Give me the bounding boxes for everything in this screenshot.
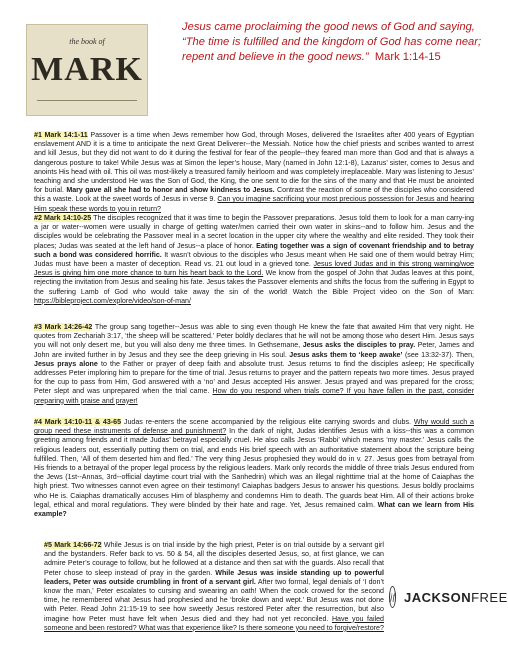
section-body: The group sang together--Jesus was able to sing even though He knew the fate that awaited Him that very night. He quotes from Zechariah 3:17, ‘the sheep will be scattered.’ Peter boldly declares that he will not be among those who desert Him. Jesus says you will not only desert me, but you will also deny me three times. In Gethsemane, [34,323,475,350]
section-emphasis: Jesus asks the disciples to pray. [302,341,416,350]
section-emphasis-3: Jesus prays alone [34,359,98,368]
section-body-tail: We know from the gospel of John that Judas leaves at this point, rejecting the invitation from Jesus and sealing his fate. Jesus takes the Passover elements and shifts the focus from the suffering in Egypt to the suffering Lamb of God who would take away the sin of the world! Watch the Bible Project video on the Son of Man: [34,269,474,296]
section-2 [34,214,474,306]
bible-project-link[interactable]: https://bibleproject.com/explore/video/son-of-man/ [34,296,191,305]
section-body: Passover is a time when Jews remember how God, through Moses, delivered the Israelites after 400 years of Egyptian enslavement AND it is a time to anticipate the next Great Deliverer--the Messiah. Notice how the chief priests and scribes wanted to arrest and kill Jesus, but they did not want to do it during the festival for fear of the people--they feared man more than God and that is always a dangerous posture to take! While Jesus was at Simon the leper’s house, Mary (named in John 12:1-8), Lazarus’ sister, comes to Jesus and anoints His head with oil. This oil was most-likely a treasured family heirloom and was completely irreplaceable. Mary was listening to Jesus’ teaching and she understood He was the Son of God, the King, the one sent to die for the sins of the many and that He must be anointed for burial. [34,131,474,195]
section-body-cont-3: to the Father or prayer of deep faith and absolute trust. Jesus returns to find the disciples asleep; He specifically addresses Peter imploring him to prepare for the time of trial. Jesus returns to prayer and the pattern repeats two more times. Jesus prayed for the cup to pass from Him, God answered with a ‘no’ and Jesus accepted His answer. Jesus prayed and was prepared for the cross; Peter slept and was unprepared when the trial came. [34,359,474,396]
section-body: The disciples recognized that it was time to begin the Passover preparations. Jesus told them to look for a man carry-ing a jar or water--women were usually in charge of getting water/men carried their own water in skins--and to follow him. Jesus and the disciples would be celebrating the Passover meal in a secret location in the upper city where the wealthy and elite resided. They took their places; Judas was seated at the left hand of Jesus--a place of honor. [34,214,475,250]
section-3 [34,323,474,406]
quote-line-2: “The time is fulfilled and the kingdom of God has come near; [182,36,482,48]
logo-title: MARK [31,51,143,88]
quote-line-1: Jesus came proclaiming the good news of God and saying, [182,21,475,33]
jackson-free-brand [389,583,508,611]
section-emphasis: While Jesus was inside standing up to powerful leaders, Peter was outside crumbling in front of a servant girl. [44,568,384,586]
section-emphasis: Eating together was a sign of covenant friendship and to betray such a bond was considered horrific. [34,241,475,259]
section-ref: #4 Mark 14:10-11 & 43-65 [34,418,122,426]
section-emphasis: What can we learn from His example? [34,500,474,519]
section-ref: #2 Mark 14:10-25 [34,214,92,222]
section-emphasis-2: Jesus asks them to ‘keep awake’ [289,350,403,359]
section-ref: #5 Mark 14:66-72 [44,541,102,549]
book-of-mark-logo [26,24,148,116]
section-emphasis: Mary gave all she had to honor and show kindness to Jesus. [66,186,275,195]
section-1 [34,131,474,214]
section-ref: #3 Mark 14:26-42 [34,323,93,331]
reflection-question: Why would such a group need these instruments of defense and punishment? [34,418,474,436]
reflection-question: How do you respond when trials come? If you have fallen in the past, consider preparing with praise and prayer! [34,387,474,405]
section-ref: #1 Mark 14:1-11 [34,131,88,139]
section-body-cont: Peter, James and John are invited further in by Jesus and they see the deep grieving in His soul. [34,341,474,359]
section-body: While Jesus is on trial inside by the high priest, Peter is on trial outside by a servant girl and the bystanders. Refer back to vs. 50 & 54, all the disciples deserted Jesus, so, at first glance, we can admire Peter’s courage to follow, but he followed at a distance and then sat with the guards. Also recall that Peter chose to sleep instead of pray in the garden. [44,541,384,577]
section-5 [44,541,384,633]
section-body-cont-2: (see 13:32-37). Then, [404,350,474,359]
reflection-question: Can you imagine sacrificing your most precious possession for Jesus and hearing Him speak these words to you in return? [34,195,475,213]
brand-name: JACKSONFREE [404,589,508,605]
header-quote [182,20,482,65]
section-body-cont: Contrast the reaction of some of the disciples who considered this a waste. Look at the sweet words of Jesus in verse 9. [34,186,474,204]
logo-divider [37,100,137,101]
section-body-cont: It wasn’t obvious to the disciples who Jesus meant when He said one of them would betray Him; Judas must have been a master of deception. Read vs. 21 out loud in a grieved tone. [34,250,474,269]
reflection-question: Have you failed someone and been restored? What was that experience like? Is there someone you need to forgive/restore? [44,614,384,632]
quote-line-3: repent and believe in the good news.” Mark 1:14-15 [182,51,441,63]
section-body-cont: In the dark of night, Judas identifies Jesus with a kiss--this was a common greeting among friends and it made Judas’ betrayal especially cruel. He also calls Jesus ‘Rabbi’ which means ‘my master.’ Jesus calls the religious leaders out, essentially putting them on trial, and ends His brief speech with an authoritative statement about the scripture being fulfilled. Then, ‘All of them deserted him and fled.’ The very thing Jesus prophesied they would do in v. 27. Jesus goes from betrayal from His friends to a betrayal of the proper legal process by the religious leaders. Mark only records the middle of three trials Jesus endured from the Jews (1st--Annas, 3rd--official daytime court trial with the Sanhedrin) which was an illegal nighttime trial at the home of Caiaphas the high priest. Two witnesses cannot even agree on their testimony! Caiaphas badgers Jesus to answer his questions. Jesus boldly proclaims who He is. Caiaphas dramatically accuses Him of blasphemy and condemns Him to death. The guards beat Him. All of their actions broke legal, ethical and moral regulations. They were blinded by their hate and rage. Yet, Jesus remained calm. [34,427,474,509]
reflection-question: Jesus loved Judas and in this strong warning/woe Jesus is giving him one more chance to turn his heart back to the Lord. [34,260,474,278]
section-body: Judas re-enters the scene accompanied by the religious elite carrying swords and clubs. [123,418,411,426]
section-4 [34,418,474,519]
quote-reference: Mark 1:14-15 [374,51,441,63]
section-body-cont: After two formal, legal denials of ‘I don’t know the man,’ Peter escalates to cursing and swearing an oath! When the cock crowed for the second time, he remembered what Jesus had prophesied and he ‘broke down and wept.’ But Jesus was not done with Peter. Read John 21:15-19 to see how sweetly Jesus restored Peter after the resurrection, but also imagine how Peter must have felt when Jesus died and they had not yet reconciled. [44,577,384,623]
jf-monogram-icon: jf [389,586,396,608]
logo-subtitle: the book of [69,37,105,46]
